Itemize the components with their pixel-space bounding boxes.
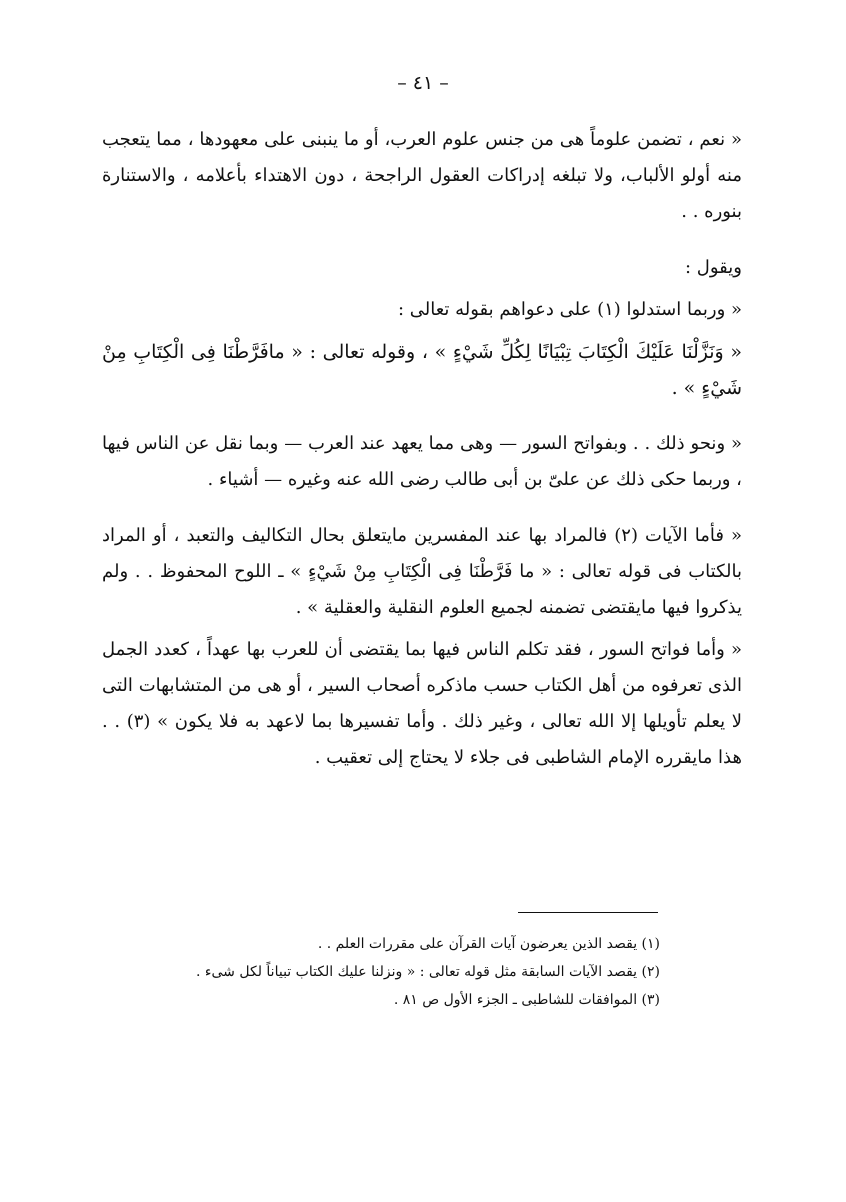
footnote: (١) يقصد الذين يعرضون آيات القرآن على مقررات العلم . .: [317, 936, 660, 952]
paragraph: « وربما استدلوا (١) على دعواهم بقوله تعالى :: [397, 299, 742, 320]
footnote-divider: [518, 912, 658, 913]
paragraph: « فأما الآيات (٢) فالمراد بها عند المفسرين مايتعلق بحال التكاليف والتعبد ، أو المراد بالكتاب فى قوله تعالى : « ما فَرَّطْنَا فِى الْكِتَابِ مِنْ شَيْءٍ » ـ اللوح المحفوظ . . ولم يذكروا فيها مايقتضى تضمنه لجميع العلوم النقلية والعقلية » .: [102, 525, 742, 618]
page-number: – ٤١ –: [397, 72, 449, 94]
footnote: (٣) الموافقات للشاطبى ـ الجزء الأول ص ٨١ .: [393, 992, 660, 1008]
footnotes: [140, 930, 660, 1014]
paragraph: ويقول :: [685, 257, 742, 278]
paragraph: « نعم ، تضمن علوماً هى من جنس علوم العرب، أو ما ينبنى على معهودها ، مما يتعجب منه أولو الألباب، ولا تبلغه إدراكات العقول الراجحة ، دون الاهتداء بأعلامه ، والاستنارة بنوره . .: [102, 129, 742, 222]
main-text: [102, 122, 742, 796]
paragraph: « ونحو ذلك . . وبفواتح السور — وهى مما يعهد عند العرب — وبما نقل عن الناس فيها ، وربما حكى ذلك عن علىّ بن أبى طالب رضى الله عنه وغيره — أشياء .: [102, 433, 742, 490]
quran-verse-paragraph: « وَنَزَّلْنَا عَلَيْكَ الْكِتَابَ تِبْيَانًا لِكُلِّ شَيْءٍ » ، وقوله تعالى : « مافَرَّطْنَا فِى الْكِتَابِ مِنْ شَيْءٍ » .: [102, 341, 742, 399]
footnote: (٢) يقصد الآيات السابقة مثل قوله تعالى : « ونزلنا عليك الكتاب تبياناً لكل شىء .: [196, 964, 660, 980]
paragraph: « وأما فواتح السور ، فقد تكلم الناس فيها بما يقتضى أن للعرب بها عهداً ، كعدد الجمل الذى تعرفوه من أهل الكتاب حسب ماذكره أصحاب السير ، أو هى من المتشابهات التى لا يعلم تأويلها إلا الله تعالى ، وغير ذلك . وأما تفسيرها بما لاعهد به فلا يكون » (٣) . . هذا مايقرره الإمام الشاطبى فى جلاء لا يحتاج إلى تعقيب .: [102, 639, 742, 768]
